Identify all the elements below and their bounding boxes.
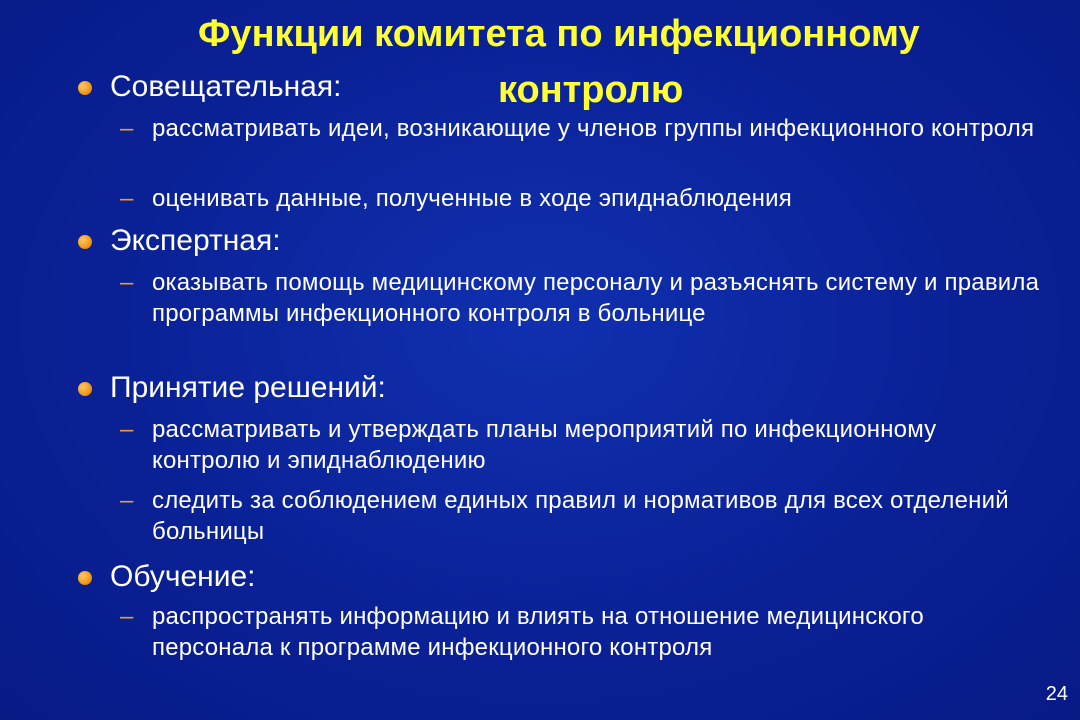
sub-item xyxy=(120,601,1040,663)
dash-icon: – xyxy=(120,115,134,142)
dash-icon: – xyxy=(120,269,134,296)
sub-item xyxy=(120,267,1040,329)
sub-item-text: оказывать помощь медицинскому персоналу и разъяснять систему и правила программы инфекционного контроля в больнице xyxy=(152,269,1040,327)
dash-icon: – xyxy=(120,185,134,212)
bullet-icon xyxy=(78,382,92,396)
bullet-icon xyxy=(78,571,92,585)
sub-item-text: распространять информацию и влиять на отношение медицинского персонала к программе инфекционного контроля xyxy=(152,603,924,661)
sub-item-text: следить за соблюдением единых правил и нормативов для всех отделений больницы xyxy=(152,487,1009,545)
sub-item xyxy=(120,485,1040,547)
dash-icon: – xyxy=(120,603,134,630)
sub-item xyxy=(120,113,1040,144)
sub-item-text: оценивать данные, полученные в ходе эпиднаблюдения xyxy=(152,185,792,212)
dash-icon: – xyxy=(120,416,134,443)
bullet-icon xyxy=(78,235,92,249)
dash-icon: – xyxy=(120,487,134,514)
sub-item-text: рассматривать идеи, возникающие у членов группы инфекционного контроля xyxy=(152,115,1035,142)
section-label: Совещательная: xyxy=(110,70,342,103)
section-label: Принятие решений: xyxy=(110,371,386,404)
page-number: 24 xyxy=(1045,683,1068,705)
section-label: Обучение: xyxy=(110,560,256,593)
sub-item-text: рассматривать и утверждать планы мероприятий по инфекционному контролю и эпиднаблюдению xyxy=(152,416,937,474)
sub-item xyxy=(120,414,1040,476)
section-label: Экспертная: xyxy=(110,224,281,257)
sub-item xyxy=(120,183,1040,214)
bullet-icon xyxy=(78,81,92,95)
slide-title-line-1: Функции комитета по инфекционному xyxy=(198,13,920,55)
slide-title-line-2: контролю xyxy=(498,69,684,111)
